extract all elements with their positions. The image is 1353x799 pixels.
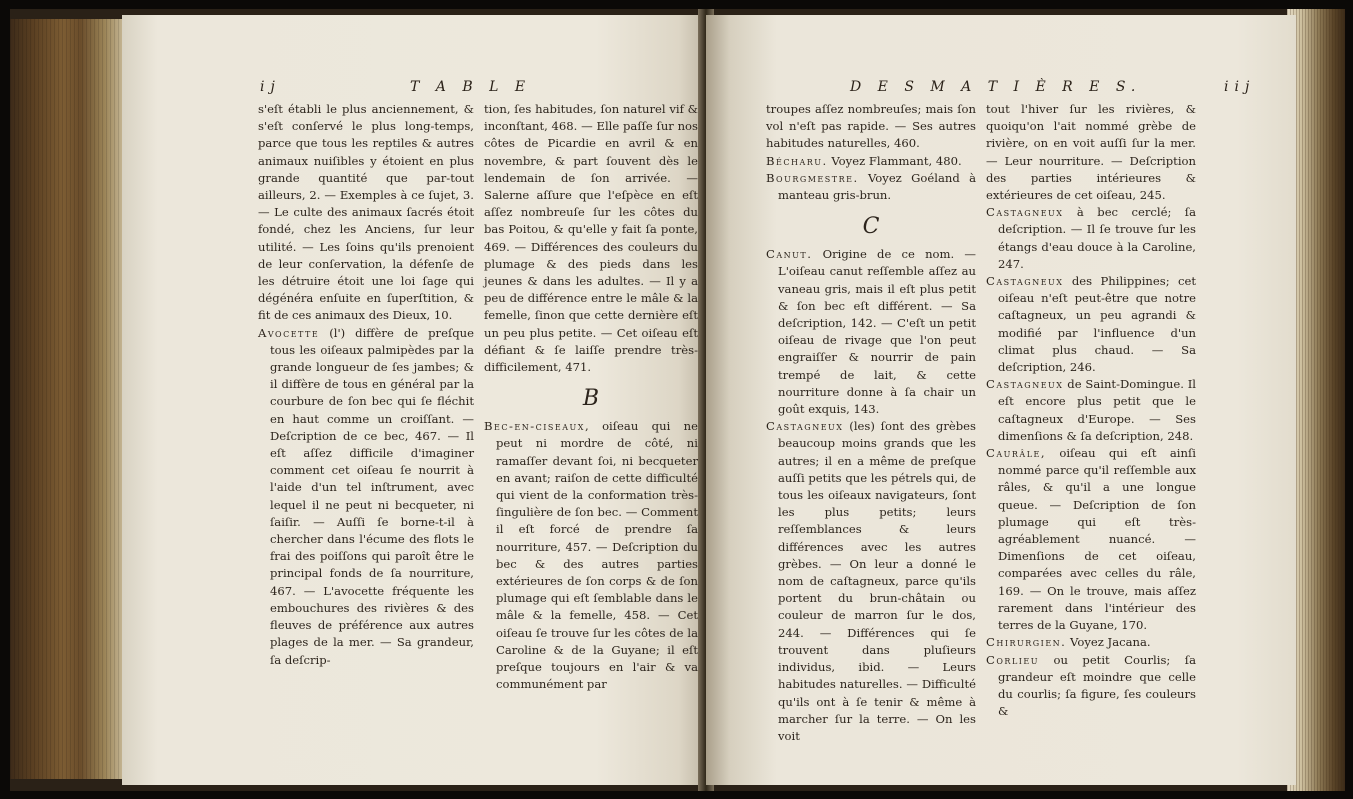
- entry-castagneux-philippines: [986, 273, 1196, 376]
- entry-head: Castagneux: [986, 205, 1064, 220]
- right-folio: iij: [1224, 79, 1256, 95]
- entry-text: à bec cerclé; ſa deſcription. — Il ſe trouve ſur les étangs d'eau douce à la Caroline, 247.: [998, 205, 1196, 271]
- entry-text: oiſeau qui eſt ainſi nommé parce qu'il reſſemble aux râles, & qu'il a une longue queue. — Deſcription de ſon plumage qui eſt très-agréablement nuancé. — Dimenſions de cet oiſeau, comparées avec celles du râle, 169. — On le trouve, mais aſſez rarement dans l'intérieur des terres de la Guyane, 170.: [998, 446, 1196, 633]
- entry-text: Voyez Jacana.: [1066, 635, 1151, 650]
- entry-becharu: [766, 153, 976, 170]
- entry-continuation: tion, ſes habitudes, ſon naturel vif & inconſtant, 468. — Elle paſſe ſur nos côtes de Picardie en avril & en novembre, & part ſouvent dès le lendemain de ſon arrivée. — Salerne aſſure que l'eſpèce en eſt aſſez nombreuſe ſur les côtes du bas Poitou, & qu'elle y fait ſa ponte, 469. — Différences des couleurs du plumage & des pieds dans les jeunes & dans les adultes. — Il y a peu de différence entre le mâle & la femelle, ſinon que cette dernière eſt un peu plus petite. — Cet oiſeau eſt défiant & ſe laiſſe prendre très-difficilement, 471.: [484, 102, 698, 375]
- entry-chirurgien: [986, 634, 1196, 651]
- right-page: [706, 15, 1296, 785]
- entry-avocette: [258, 325, 474, 669]
- right-column-1: [766, 101, 976, 745]
- entry-text: Voyez Flammant, 480.: [827, 153, 962, 168]
- entry-text: Origine de ce nom. — L'oiſeau canut reſſemble aſſez au vaneau gris, mais il eſt plus petit & ſon bec eſt différent. — Sa deſcription, 142. — C'eſt un petit oiſeau de rivage que l'on peut engraiſſer & nourrir de pain trempé de lait, & cette nourriture donne à ſa chair un goût exquis, 143.: [778, 247, 976, 417]
- entry-head: Castagneux: [766, 419, 844, 434]
- left-column-2: [484, 101, 698, 694]
- entry-continuation: troupes aſſez nombreuſes; mais ſon vol n'eſt pas rapide. — Ses autres habitudes naturelles, 460.: [766, 102, 976, 151]
- entry-text: de Saint-Domingue. Il eſt encore plus petit que le caſtagneux d'Europe. — Ses dimenſions & ſa deſcription, 248.: [998, 377, 1196, 443]
- section-letter-c: C: [862, 214, 880, 240]
- entry-head: Bourgmestre.: [766, 170, 859, 185]
- left-page: [122, 15, 714, 785]
- entry-text: (les) ſont des grèbes beaucoup moins grands que les autres; il en a même de preſque auſſi petits que les pétrels qui, de tous les oiſeaux navigateurs, ſont les plus petits; leurs reſſemblances & leurs différences avec les autres grèbes. — On leur a donné le nom de caſtagneux, parce qu'ils portent du brun-châtain ou couleur de marron ſur le dos, 244. — Différences qui ſe trouvent dans pluſieurs individus, ibid. — Leurs habitudes naturelles. — Difficulté qu'ils ont à ſe tenir & même à marcher ſur la terre. — On les voit: [778, 419, 976, 743]
- entry-text: , oiſeau qui ne peut ni mordre de côté, ni ramaſſer devant ſoi, ni becqueter en avant; raiſon de cette difficulté qui vient de la conformation très-ſingulière de ſon bec. — Comment il eſt forcé de prendre ſa nourriture, 457. — Deſcription du bec & des autres parties extérieures de ſon corps & de ſon plumage qui eſt ſemblable dans le mâle & la femelle, 458. — Cet oiſeau ſe trouve ſur les côtes de la Caroline & de la Guyane; il eſt preſque toujours en l'air & va communément par: [496, 419, 698, 692]
- left-folio: ij: [260, 79, 281, 95]
- entry-bourgmestre: [766, 170, 976, 204]
- entry-continuation: tout l'hiver ſur les rivières, & quoiqu'on l'ait nommé grèbe de rivière, on en voit auſſi ſur la mer. — Leur nourriture. — Deſcription des parties intérieures & extérieures de cet oiſeau, 245.: [986, 102, 1196, 203]
- entry-text: (l') diffère de preſque tous les oiſeaux palmipèdes par la grande longueur de ſes jambes; & il diffère de tous en général par la courbure de ſon bec qui ſe fléchit en haut comme un croiſſant. — Deſcription de ce bec, 467. — Il eſt aſſez difficile d'imaginer comment cet oiſeau ſe nourrit à l'aide d'un tel inſtrument, avec lequel il ne peut ni becqueter, ni ſaiſir. — Auſſi ſe borne-t-il à chercher dans l'écume des flots le frai des poiſſons qui paroît être le principal fonds de ſa nourriture, 467. — L'avocette fréquente les embouchures des rivières & des fleuves de préférence aux autres plages de la mer. — Sa grandeur, ſa deſcrip-: [270, 325, 474, 667]
- left-running-head: T A B L E: [410, 79, 532, 95]
- entry-head: Bécharu.: [766, 153, 828, 168]
- left-column-1: [258, 101, 474, 669]
- entry-head: Corlieu: [986, 652, 1040, 667]
- left-book-edge: [10, 19, 128, 779]
- entry-head: Bec-en-ciseaux: [484, 419, 585, 434]
- entry-head: Canut.: [766, 247, 813, 262]
- entry-text: des Philippines; cet oiſeau n'eſt peut-être que notre caſtagneux, un peu agrandi & modifié par l'influence d'un climat plus chaud. — Sa deſcription, 246.: [998, 274, 1196, 375]
- entry-castagneux-saint-domingue: [986, 376, 1196, 445]
- right-running-head: D E S M A T I È R E S.: [850, 79, 1142, 95]
- book-scan: [10, 9, 1345, 791]
- section-letter-b: B: [582, 386, 600, 412]
- entry-head: Avocette: [258, 325, 320, 340]
- entry-caurale: [986, 445, 1196, 634]
- entry-continuation: s'eſt établi le plus anciennement, & s'eſt conſervé le plus long-temps, parce que tous les reptiles & autres animaux nuiſibles y étoient en plus grande quantité que par-tout ailleurs, 2. — Exemples à ce ſujet, 3. — Le culte des animaux ſacrés étoit fondé, chez les Anciens, ſur leur utilité. — Les ſoins qu'ils prenoient de leur conſervation, la défenſe de les détruire étoit une loi ſage qui dégénéra enſuite en ſuperſtition, & fit de ces animaux des Dieux, 10.: [258, 102, 474, 323]
- entry-bec-en-ciseaux: [484, 418, 698, 693]
- entry-text: ou petit Courlis; ſa grandeur eſt moindre que celle du courlis; ſa figure, ſes couleurs &: [998, 652, 1196, 719]
- entry-castagneux-bec-cercle: [986, 204, 1196, 273]
- entry-castagneux: [766, 418, 976, 745]
- entry-head: Castagneux: [986, 377, 1064, 392]
- entry-head: Castagneux: [986, 274, 1064, 289]
- right-column-2: [986, 101, 1196, 720]
- entry-canut: [766, 246, 976, 418]
- entry-corlieu: [986, 652, 1196, 721]
- entry-text: Voyez Goéland à manteau gris-brun.: [778, 170, 976, 203]
- entry-head: Caurâle,: [986, 446, 1047, 461]
- entry-head: Chirurgien.: [986, 635, 1067, 650]
